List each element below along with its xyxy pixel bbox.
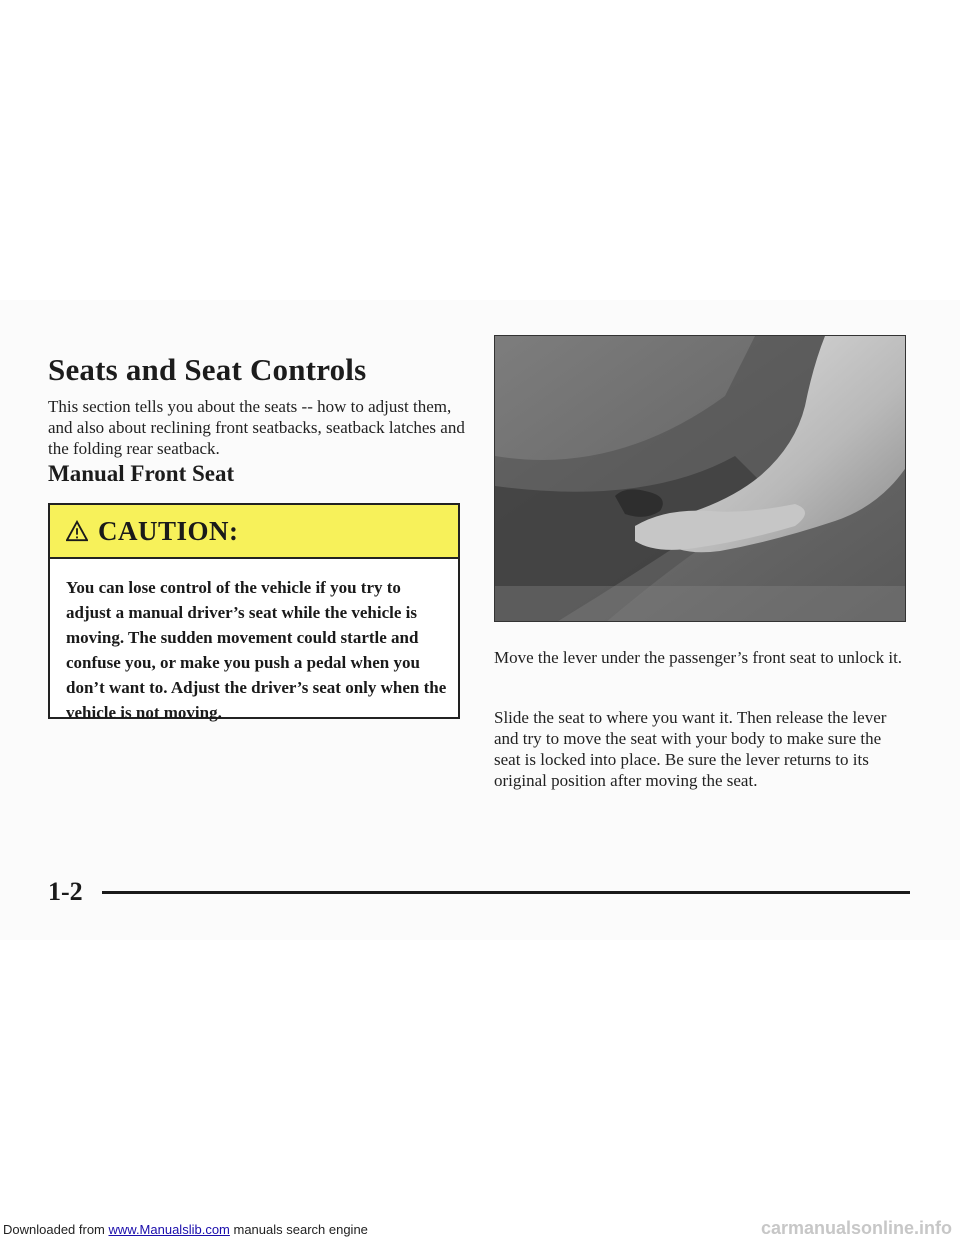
- caution-text: You can lose control of the vehicle if you try to adjust a manual driver’s seat while the vehicle is moving. The sudden movement could startle and confuse you, or make you push a pedal when you don’t want to. Adjust the driver’s seat only when the vehicle is not moving.: [66, 578, 447, 722]
- hand-on-seat-lever-photo: [495, 336, 906, 622]
- body-paragraph: Slide the seat to where you want it. Then release the lever and try to move the seat with your body to make sure the seat is locked into place. Be sure the lever returns to its original position after moving the seat.: [494, 708, 887, 790]
- page-rule: [102, 891, 910, 894]
- caution-box: [48, 503, 460, 722]
- caution-header: [50, 505, 458, 559]
- download-footer: [3, 1222, 368, 1237]
- caution-label: CAUTION:: [98, 515, 239, 546]
- section-intro: This section tells you about the seats -- how to adjust them, and also about reclining front seatbacks, seatback latches and the folding rear seatback.: [48, 397, 465, 458]
- section-title: Seats and Seat Controls: [48, 352, 367, 387]
- photo-caption: Move the lever under the passenger’s front seat to unlock it.: [494, 648, 903, 667]
- footer-prefix: Downloaded from: [3, 1222, 109, 1237]
- footer-suffix: manuals search engine: [229, 1222, 368, 1237]
- seat-lever-photo: [494, 335, 906, 622]
- manualslib-link[interactable]: www.Manualslib.com: [108, 1222, 230, 1237]
- site-watermark: carmanualsonline.info: [760, 1218, 952, 1238]
- subsection-title: Manual Front Seat: [48, 461, 235, 486]
- warning-triangle-icon: [66, 520, 88, 542]
- page-number: 1-2: [48, 877, 83, 906]
